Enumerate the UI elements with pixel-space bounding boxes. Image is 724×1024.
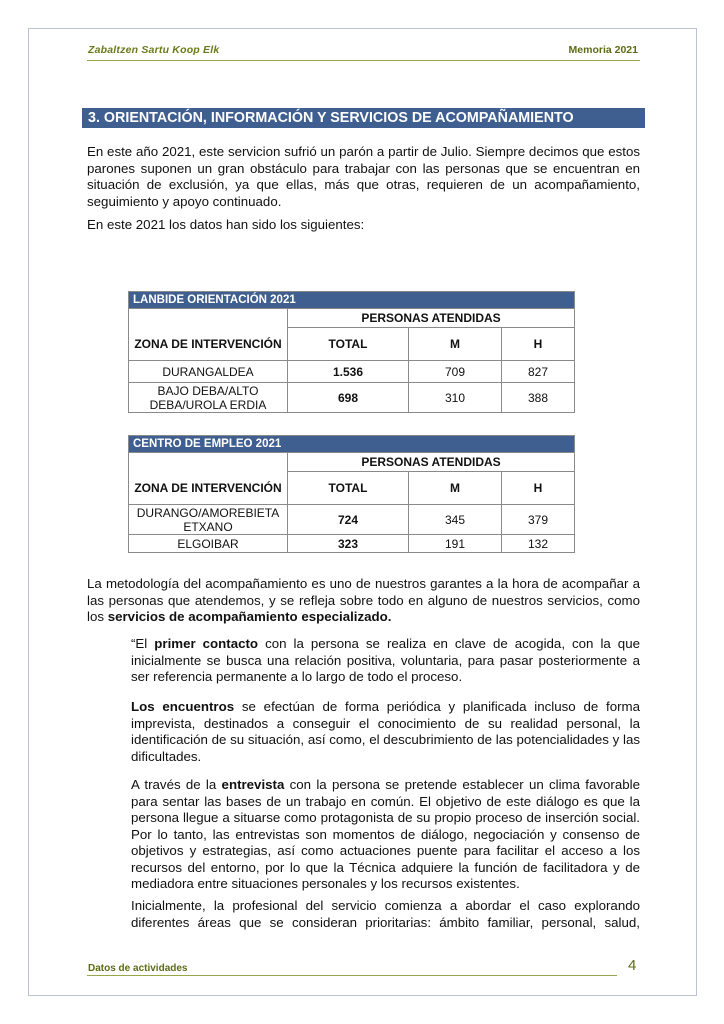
table-row [129,535,575,553]
table-corner [129,453,288,472]
quote-text: “El [131,636,155,651]
table-group-header: PERSONAS ATENDIDAS [288,309,575,328]
table-row [129,361,575,383]
methodology-emphasis: servicios de acompañamiento especializado. [107,609,392,624]
table-row [129,383,575,413]
total-header: TOTAL [288,328,409,361]
centro-empleo-table [128,435,575,553]
page-number: 4 [628,957,637,974]
h-cell: 379 [502,505,575,535]
quote-text: A través de la [131,777,222,792]
section-title: 3. ORIENTACIÓN, INFORMACIÓN Y SERVICIOS DE ACOMPAÑAMIENTO [82,108,645,128]
methodology-paragraph [87,576,640,626]
lanbide-table [128,291,575,413]
m-cell: 709 [409,361,502,383]
m-header: M [409,328,502,361]
zone-header: ZONA DE INTERVENCIÓN [129,328,288,361]
zone-cell: ELGOIBAR [129,535,288,553]
total-cell: 1.536 [288,361,409,383]
h-cell: 827 [502,361,575,383]
h-header: H [502,328,575,361]
footer-divider [87,975,617,976]
methodology-text: La metodología del acompañamiento es uno de nuestros garantes a la hora de acompañar a las personas que atendemos, y se refleja sobre todo en alguno de nuestros servicios, como los [87,576,640,624]
quote-paragraph-encounters [131,699,640,765]
table-group-header: PERSONAS ATENDIDAS [288,453,575,472]
table-row [129,505,575,535]
header-organization: Zabaltzen Sartu Koop Elk [88,44,220,56]
table-corner [129,309,288,328]
header-divider [87,60,640,61]
table-caption: CENTRO DE EMPLEO 2021 [129,436,575,453]
h-header: H [502,472,575,505]
quote-text: se efectúan de forma periódica y planificada incluso de forma imprevista, destinados a conseguir el conocimiento de su realidad personal, la identificación de su situación, así como, el descubrimiento de las potencialidades y las dificultades. [131,699,640,764]
m-cell: 345 [409,505,502,535]
quote-emphasis: entrevista [221,777,285,792]
h-cell: 388 [502,383,575,413]
intro-data-lead: En este 2021 los datos han sido los siguientes: [87,217,365,232]
total-cell: 323 [288,535,409,553]
zone-cell: DURANGALDEA [129,361,288,383]
total-cell: 724 [288,505,409,535]
h-cell: 132 [502,535,575,553]
m-header: M [409,472,502,505]
quote-paragraph-interview [131,777,640,893]
quote-emphasis: primer contacto [154,636,259,651]
quote-paragraph-contact [131,636,640,686]
table-caption: LANBIDE ORIENTACIÓN 2021 [129,292,575,309]
total-header: TOTAL [288,472,409,505]
header-report-title: Memoria 2021 [568,44,638,56]
footer-label: Datos de actividades [88,963,188,974]
quote-text: con la persona se pretende establecer un clima favorable para sentar las bases de un trabajo en común. El objetivo de este diálogo es que la persona llegue a situarse como protagonista de su propio proceso de inserción social. Por lo tanto, las entrevistas son momentos de diálogo, negociación y consenso de objetivos y estrategias, así como actuaciones puente para facilitar el acceso a los recursos del entorno, por lo que la Técnica adquiere la función de facilitadora y de mediadora entre situaciones personales y los recursos existentes. [131,777,640,891]
quote-paragraph-initial: Inicialmente, la profesional del servicio comienza a abordar el caso explorando diferentes áreas que se consideran prioritarias: ámbito familiar, personal, salud, [131,898,640,930]
quote-text: con la persona se realiza en clave de acogida, con la que inicialmente se busca una relación positiva, voluntaria, para pasar posteriormente a ser referencia permanente a lo largo de todo el proceso. [131,636,640,684]
intro-paragraph: En este año 2021, este servicion sufrió un parón a partir de Julio. Siempre decimos que estos parones suponen un gran obstáculo para trabajar con las personas que se encuentran en situación de exclusión, ya que ellas, más que otras, requieren de un acompañamiento, seguimiento y apoyo continuado. [87,144,640,209]
m-cell: 191 [409,535,502,553]
zone-header: ZONA DE INTERVENCIÓN [129,472,288,505]
zone-cell: BAJO DEBA/ALTO DEBA/UROLA ERDIA [129,383,288,413]
m-cell: 310 [409,383,502,413]
zone-cell: DURANGO/AMOREBIETA ETXANO [129,505,288,535]
quote-emphasis: Los encuentros [131,699,235,714]
total-cell: 698 [288,383,409,413]
